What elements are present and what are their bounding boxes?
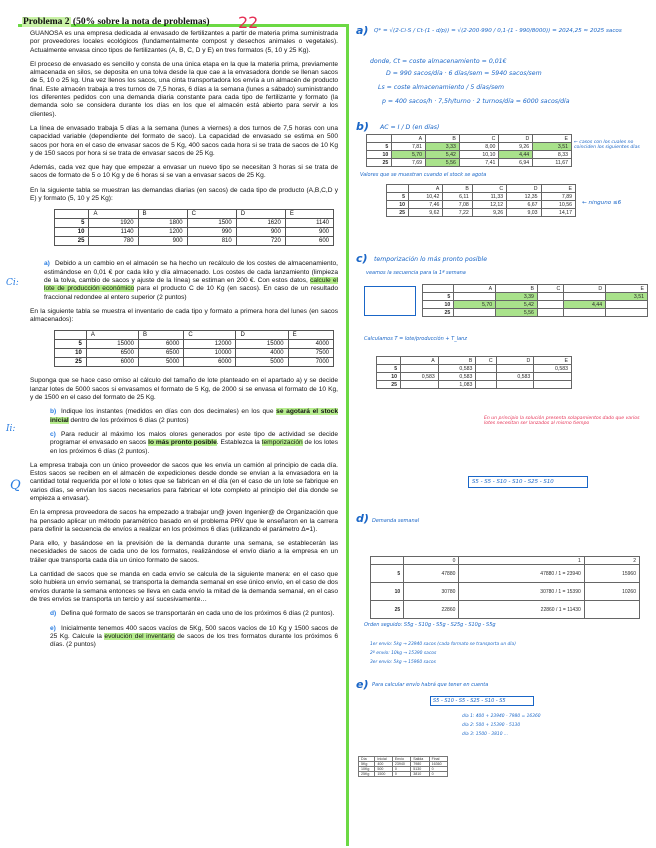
table-cell: 10,56 xyxy=(541,201,575,209)
table-header: 1 xyxy=(459,557,584,565)
table-cell: 7980 xyxy=(411,762,429,767)
table-cell xyxy=(496,365,534,373)
table-row xyxy=(55,228,334,237)
table-header xyxy=(371,557,404,565)
table-cell: 600 xyxy=(285,237,333,246)
table-cell: 47880 xyxy=(404,565,459,583)
table-cell: 1620 xyxy=(236,219,285,228)
answer-b-note: ← casos con los cuales no coinciden los siguientes días xyxy=(574,140,640,150)
answer-e-label: e) xyxy=(356,678,369,691)
table-header: C xyxy=(184,331,236,340)
answer-d-table xyxy=(370,556,640,619)
table-cell: 1140 xyxy=(285,219,333,228)
table-cell: 5,42 xyxy=(496,301,538,309)
table-cell: 5 xyxy=(387,193,409,201)
answer-a-note-4: p = 400 sacos/h · 7,5h/turno · 2 turnos/día = 6000 sacos/día xyxy=(382,98,570,105)
table-cell: 0,583 xyxy=(438,365,476,373)
table-header xyxy=(423,285,454,293)
answer-c-table-1 xyxy=(386,184,576,217)
table-cell xyxy=(454,309,496,317)
table-cell: 1500 xyxy=(375,772,392,777)
problem-title xyxy=(22,17,210,27)
table-header: B xyxy=(443,185,472,193)
table-cell: 7500 xyxy=(288,349,333,358)
table-cell: 1800 xyxy=(138,219,187,228)
table-cell xyxy=(476,381,496,389)
table-cell: 25 xyxy=(55,237,89,246)
table-header: E xyxy=(606,285,648,293)
table-cell: 12000 xyxy=(184,340,236,349)
table-cell: 0,583 xyxy=(438,373,476,381)
table-header: Final xyxy=(429,757,447,762)
table-header: B xyxy=(438,357,476,365)
table-cell: 6,94 xyxy=(499,159,533,167)
table-cell: 900 xyxy=(138,237,187,246)
transport-paragraph-3: Para ello, y basándose en la previsión de la demanda durante una semana, se establecerán las necesidades de sacos de cada uno de los formatos, realizándose el envío diario a la empresa en un tráiler que transporta cada día un único formato de sacos. xyxy=(30,540,338,564)
table-cell: 10,10 xyxy=(459,151,499,159)
table-cell: 5,56 xyxy=(426,159,460,167)
question-b-highlight: se agotará el stock inicial xyxy=(50,408,338,424)
table-header: B xyxy=(138,331,183,340)
table-cell: 5 xyxy=(423,293,454,301)
answer-b-note-2: Valores que se muestran cuando el stock se agota xyxy=(360,172,487,178)
table-cell: 7,22 xyxy=(443,209,472,217)
table-cell: 10000 xyxy=(184,349,236,358)
table-cell: 23940 xyxy=(392,762,410,767)
margin-mark-ci: Ci: xyxy=(6,278,19,288)
table-row xyxy=(423,309,648,317)
table-header: C xyxy=(476,357,496,365)
table-cell: 25 xyxy=(367,159,392,167)
green-border-right xyxy=(346,24,349,846)
table-header: Inicial xyxy=(375,757,392,762)
table-cell: 9,26 xyxy=(499,143,533,151)
question-e xyxy=(50,625,338,650)
table-cell: 8,00 xyxy=(459,143,499,151)
table-header xyxy=(377,357,401,365)
table-cell: 5000 xyxy=(236,358,288,367)
table-cell: 7,69 xyxy=(392,159,426,167)
table-row xyxy=(423,293,648,301)
table-cell: 7,41 xyxy=(459,159,499,167)
question-a xyxy=(44,260,338,301)
table-cell: 1200 xyxy=(138,228,187,237)
question-a-marker: a) xyxy=(44,260,50,268)
table-cell: 6000 xyxy=(86,358,138,367)
table-cell xyxy=(537,301,563,309)
table-row xyxy=(55,331,334,340)
question-c-marker: c) xyxy=(50,430,56,438)
answer-c-label: c) xyxy=(356,252,368,265)
table-cell: 6000 xyxy=(184,358,236,367)
table-row xyxy=(387,193,576,201)
answer-e-text: Para calcular envío habrá que tener en cuenta xyxy=(372,682,489,688)
question-e-text: Inicialmente tenemos 400 sacos vacíos de 5Kg, 500 sacos vacíos de 10 Kg y 1500 sacos de 25 Kg. Calcule la xyxy=(50,624,338,640)
table-cell: 1140 xyxy=(89,228,138,237)
question-d xyxy=(50,610,338,618)
answer-d-text: Demanda semanal xyxy=(372,518,420,524)
table-cell: 10 xyxy=(55,228,89,237)
table-cell xyxy=(496,381,534,389)
table-cell: 1500 xyxy=(187,219,236,228)
question-e-marker: e) xyxy=(50,624,56,632)
table-cell: 30780 / 1 = 15390 xyxy=(459,583,584,601)
table-cell: 10 xyxy=(367,151,392,159)
table-cell: 10,42 xyxy=(408,193,442,201)
table-cell: 5 xyxy=(377,365,401,373)
table-cell: 3,39 xyxy=(496,293,538,301)
table-cell: 0,583 xyxy=(401,373,439,381)
table-cell: 5130 xyxy=(411,767,429,772)
transport-paragraph-4: La cantidad de sacos que se manda en cada envío se calcula de la siguiente manera: en el caso que solo hubiera un envío semanal, se transporta la demanda semanal en ese único envío, en el caso de dos envíos durante la semana entonces se lleva en cada envío la mitad de la demanda semanal, en el caso de tres envíos se transporta un tercio y así sucesivamente… xyxy=(30,571,338,603)
table-row xyxy=(367,151,572,159)
question-c-highlight-2: temporización xyxy=(261,439,303,447)
table-row xyxy=(377,365,572,373)
table-cell: 7000 xyxy=(288,358,333,367)
table-row xyxy=(367,159,572,167)
answer-d-note-2: 2º envío: 10kg → 15390 sacos xyxy=(370,651,437,656)
answer-a-note-3: Ls = coste almacenamiento / 5 días/sem xyxy=(378,84,505,91)
table-header xyxy=(387,185,409,193)
table-cell: 47880 / 1 = 23940 xyxy=(459,565,584,583)
table-cell: 22860 / 1 = 11430 xyxy=(459,601,584,619)
table-cell: 10260 xyxy=(584,583,639,601)
table-cell: 12,35 xyxy=(507,193,541,201)
table-row xyxy=(371,601,640,619)
answer-b-formula: AC = I / D (en días) xyxy=(380,124,440,131)
table-header xyxy=(55,210,89,219)
table-row xyxy=(423,285,648,293)
table-header xyxy=(367,135,392,143)
answer-a-note-1: donde, Ct = coste almacenamiento = 0,01€ xyxy=(370,58,507,65)
table-header: A xyxy=(454,285,496,293)
table-row xyxy=(371,565,640,583)
table-header: Salida xyxy=(411,757,429,762)
question-c-text-end: de los lotes en los próximos 6 días (2 puntos). xyxy=(50,439,338,455)
answer-c-title: temporización lo más pronto posible xyxy=(374,256,488,263)
answer-e-sequence: S5 - S10 - S5 - S25 - S10 - S5 xyxy=(433,698,506,704)
transport-paragraph-2: En la empresa proveedora de sacos ha empezado a trabajar un@ joven Ingenier@ de Organización que ha pensado aplicar un método paramétrico basado en el problema PRV que le enseñaron en la carrera para definir la secuencia de envíos a realizar en los próximos 6 días (utilizando el parámetro Δ=1). xyxy=(30,509,338,533)
table-cell: 9,26 xyxy=(472,209,506,217)
table-cell: 10Kg xyxy=(359,767,375,772)
table-cell: 6,11 xyxy=(443,193,472,201)
table-cell: 6000 xyxy=(138,340,183,349)
table-header: A xyxy=(86,331,138,340)
answer-d-note-3: 3er envío: 5kg → 15960 sacos xyxy=(370,660,436,665)
table-cell: 5,70 xyxy=(454,301,496,309)
table-cell xyxy=(401,365,439,373)
intro-paragraph-4: Además, cada vez que hay que empezar a envasar un nuevo tipo se necesitan 3 horas si se trata de sacos de formato de 5 o 10 Kg y de 6 horas si se van a envasar sacos de 25 Kg. xyxy=(30,164,338,180)
answer-a-note-2: D = 990 sacos/día · 6 días/sem = 5940 sacos/sem xyxy=(386,70,542,77)
answer-c-table-2 xyxy=(422,284,648,317)
table-cell: 7,46 xyxy=(408,201,442,209)
table-cell: 1920 xyxy=(89,219,138,228)
table-cell: 990 xyxy=(187,228,236,237)
table-cell: 6500 xyxy=(86,349,138,358)
table-cell: 5 xyxy=(371,565,404,583)
table-cell xyxy=(476,373,496,381)
table-row xyxy=(377,373,572,381)
table-cell: 4,44 xyxy=(564,301,606,309)
table-header: C xyxy=(459,135,499,143)
table-cell: 5 xyxy=(55,340,87,349)
question-c-highlight: lo más pronto posible xyxy=(148,439,217,447)
table-cell xyxy=(584,601,639,619)
table-cell: 900 xyxy=(236,228,285,237)
table-header: D xyxy=(236,210,285,219)
table-cell xyxy=(537,293,563,301)
table-row xyxy=(387,185,576,193)
table-header: A xyxy=(401,357,439,365)
table-cell: 10 xyxy=(423,301,454,309)
table-header: D xyxy=(236,331,288,340)
table-cell: 9,03 xyxy=(507,209,541,217)
answer-e-note-2: día 2: 500 + 15390 - 5130 xyxy=(462,723,521,728)
table-cell: 16360 xyxy=(429,762,447,767)
table-cell: 10 xyxy=(377,373,401,381)
answer-c-red-note: En un principio la solución presenta solapamientos dado que varios lotes necesitan ser lanzados al mismo tiempo xyxy=(484,416,640,426)
table-header: C xyxy=(472,185,506,193)
table-row xyxy=(367,143,572,151)
table-cell: 0,583 xyxy=(534,365,572,373)
table-cell: 400 xyxy=(375,762,392,767)
intro-paragraph-2: El proceso de envasado es sencillo y consta de una única etapa en la que la materia prima, previamente almacenada en silos, se deposita en una tolva desde la que cae a la envasadora donde se llenan sacos de 5, 10 o 25 kg. Una vez llenos los sacos, una cinta transportadora los envía a un almacén de producto final. Este almacén trabaja a tres turnos de 7,5 horas, 6 días a la semana (lunes a sábado) suministrando los diferentes pedidos con una demanda diaria constante para cada tipo de fertilizante y formato (la demanda solo se considera durante los días en los que el almacén está abierto para servir a los clientes). xyxy=(30,60,338,118)
answer-d-sequence: S5 - S5 - S10 - S10 - S25 - S10 xyxy=(472,479,554,485)
table-header: C xyxy=(537,285,563,293)
table-cell: 4,44 xyxy=(499,151,533,159)
table-row xyxy=(371,583,640,601)
handwritten-solution xyxy=(352,18,652,844)
answer-b-table xyxy=(366,134,572,167)
answer-a-label: a) xyxy=(356,24,369,37)
table-header: B xyxy=(426,135,460,143)
table-row xyxy=(55,340,334,349)
table-header: 0 xyxy=(404,557,459,565)
table-cell: 3,51 xyxy=(533,143,572,151)
answer-c-box xyxy=(364,286,416,316)
table-header: Envío xyxy=(392,757,410,762)
table-row xyxy=(55,237,334,246)
question-b-text-end: dentro de los próximos 6 días (2 puntos) xyxy=(68,416,189,424)
table-cell xyxy=(537,309,563,317)
answer-c-table-3 xyxy=(376,356,572,389)
table-header: E xyxy=(541,185,575,193)
table-cell: 0 xyxy=(392,772,410,777)
answer-a-formula: Q* = √(2·Ci·S / Ct·(1 - d/p)) = √(2·200·990 / 0,1·(1 - 990/8000)) = 2024,25 ≈ 2025 sacos xyxy=(374,28,622,34)
table-cell: 7,08 xyxy=(443,201,472,209)
answer-b-label: b) xyxy=(356,120,369,133)
table-cell: 25 xyxy=(371,601,404,619)
table-cell xyxy=(534,373,572,381)
table-row xyxy=(55,358,334,367)
table-header: A xyxy=(408,185,442,193)
table-row xyxy=(359,772,448,777)
table-cell: 5,56 xyxy=(496,309,538,317)
table-cell: 1,083 xyxy=(438,381,476,389)
table-cell: 25Kg xyxy=(359,772,375,777)
intro-paragraph-5: En la siguiente tabla se muestran las demandas diarias (en sacos) de cada tipo de producto (A,B,C,D y E) y formato (5, 10 y 25 Kg): xyxy=(30,186,338,203)
table-row xyxy=(423,301,648,309)
answer-d-order: Orden seguido: S5g - S10g - S5g - S25g - S10g - S5g xyxy=(364,622,496,628)
table-row xyxy=(377,357,572,365)
table-cell xyxy=(606,309,648,317)
table-header: C xyxy=(187,210,236,219)
table-cell: 720 xyxy=(236,237,285,246)
table-cell: 4000 xyxy=(288,340,333,349)
table-header: A xyxy=(392,135,426,143)
table-cell: 30780 xyxy=(404,583,459,601)
table-cell: 3,33 xyxy=(426,143,460,151)
table-cell: 7,81 xyxy=(392,143,426,151)
table-cell: 6500 xyxy=(138,349,183,358)
question-c-text: Para reducir al máximo los malos olores generados por este tipo de actividad se decide programar el envasado en sacos xyxy=(50,430,338,447)
table-cell: 4000 xyxy=(236,349,288,358)
question-e-text-end: de sacos de los tres formatos durante los próximos 6 días. (2 puntos) xyxy=(50,632,338,649)
table-cell: 900 xyxy=(285,228,333,237)
table-row xyxy=(377,381,572,389)
question-d-text: Defina qué formato de sacos se transportarán en cada uno de los próximos 6 días (2 puntos). xyxy=(61,610,335,618)
table-header: D xyxy=(564,285,606,293)
inventory-table xyxy=(54,330,334,367)
table-cell: 25 xyxy=(423,309,454,317)
question-b-marker: b) xyxy=(50,408,57,416)
question-a-text-end: para el producto C de 10 Kg (en sacos). En caso de un resultado fraccional redondee al entero superior (2 puntos) xyxy=(44,285,338,301)
table-header: D xyxy=(496,357,534,365)
transport-paragraph-1: La empresa trabaja con un único proveedor de sacos que les envía un camión al principio de cada día. Estos sacos se reciben en el almacén de expediciones desde donde se envían a la envasadora en la cantidad total requerida por el lote o lotes que se fabrican en el día (en el caso de un lote se fabrique en varios días, se envían los sacos necesarios para fabricar el lote completo al principio del día donde se empieza a envasar). xyxy=(30,461,338,502)
question-d-marker: d) xyxy=(50,610,57,618)
table-cell: 8,33 xyxy=(533,151,572,159)
table-cell: 10 xyxy=(387,201,409,209)
table-cell: 15000 xyxy=(86,340,138,349)
table-cell: 3810 xyxy=(411,772,429,777)
table-header xyxy=(55,331,87,340)
table-cell xyxy=(454,293,496,301)
table-cell: 6,67 xyxy=(507,201,541,209)
table-cell: 22860 xyxy=(404,601,459,619)
table-row xyxy=(55,219,334,228)
answer-c-note: ← ninguno ≤6 xyxy=(582,200,622,206)
table-row xyxy=(387,201,576,209)
question-c xyxy=(50,431,338,456)
question-a-text: Debido a un cambio en el almacén se ha hecho un recálculo de los costes de almacenamiento, estimándose en 0,01 € por cada kilo y día almacenado. Los costes de cada lanzamiento (limpieza de la tolva, cambio de sacos y ajuste de la línea) se estiman en 200 €. Con estos datos, xyxy=(44,260,338,284)
table-cell: 500 xyxy=(375,767,392,772)
table-header: B xyxy=(496,285,538,293)
table-cell: 0 xyxy=(392,767,410,772)
table-cell: 5,42 xyxy=(426,151,460,159)
question-c-text-mid: . Establezca la xyxy=(216,439,262,447)
table-cell xyxy=(564,293,606,301)
table-cell: 10 xyxy=(371,583,404,601)
inventory-intro: En la siguiente tabla se muestra el inventario de cada tipo y formato a primera hora del lunes (en sacos almacenados): xyxy=(30,307,338,324)
table-cell: 14,17 xyxy=(541,209,575,217)
table-cell: 25 xyxy=(55,358,87,367)
table-cell: 5Kg xyxy=(359,762,375,767)
table-cell: 9,62 xyxy=(408,209,442,217)
table-header: D xyxy=(499,135,533,143)
table-cell: 5 xyxy=(55,219,89,228)
table-row xyxy=(367,135,572,143)
table-cell: 810 xyxy=(187,237,236,246)
table-cell: 5 xyxy=(367,143,392,151)
intro-paragraph-1: GUANOSA es una empresa dedicada al envasado de fertilizantes a partir de materia prima suministrada por proveedores locales ecológicos (fundamentalmente compost y desechos animales o vegetales). Actualmente envasa cinco tipos de fertilizantes (A, B, C, D y E) en tres formatos (5, 10 y 25 Kg). xyxy=(30,30,338,54)
table-row xyxy=(55,349,334,358)
table-header: Día xyxy=(359,757,375,762)
question-a-highlight: calcule el lote de producción económico xyxy=(44,276,338,293)
table-cell: 780 xyxy=(89,237,138,246)
problem-title-suffix: (50% sobre la nota de problemas) xyxy=(72,17,210,27)
table-header: A xyxy=(89,210,138,219)
table-row xyxy=(55,210,334,219)
table-row xyxy=(387,209,576,217)
table-cell: 7,89 xyxy=(541,193,575,201)
table-cell: 0 xyxy=(429,772,447,777)
question-b-text: Indique los instantes (medidos en días con dos decimales) en los que xyxy=(61,408,277,416)
table-cell: 12,12 xyxy=(472,201,506,209)
margin-mark-ii: Ii: xyxy=(6,424,16,434)
table-header: E xyxy=(534,357,572,365)
answer-d-label: d) xyxy=(356,512,369,525)
question-b xyxy=(50,408,338,425)
answer-e-day-table xyxy=(358,756,448,777)
table-cell: 11,67 xyxy=(533,159,572,167)
table-header: B xyxy=(138,210,187,219)
table-header: E xyxy=(288,331,333,340)
table-cell: 25 xyxy=(387,209,409,217)
answer-d-note-1: 1er envío: 5kg → 23940 sacos (cada formato se transporta un día) xyxy=(370,642,516,647)
table-cell xyxy=(534,381,572,389)
table-header: 2 xyxy=(584,557,639,565)
table-header: D xyxy=(507,185,541,193)
table-header: E xyxy=(285,210,333,219)
problem-title-label: Problema 2 xyxy=(23,17,70,27)
table-cell: 11,33 xyxy=(472,193,506,201)
table-cell: 10 xyxy=(55,349,87,358)
table-header: E xyxy=(533,135,572,143)
answer-e-note-3: día 3: 1500 - 3810 ... xyxy=(462,732,509,737)
table-cell: 3,51 xyxy=(606,293,648,301)
table-cell: 0,583 xyxy=(496,373,534,381)
table-row xyxy=(371,557,640,565)
problem-statement xyxy=(6,30,338,848)
table-cell: 5000 xyxy=(138,358,183,367)
table-cell xyxy=(401,381,439,389)
table-cell xyxy=(476,365,496,373)
table-cell: 15000 xyxy=(236,340,288,349)
question-e-highlight: evolución del inventario xyxy=(104,632,175,640)
handwritten-score: 22 xyxy=(238,13,259,32)
table-cell xyxy=(606,301,648,309)
answer-c-calc: Calculamos T = lote/producción + T_lanz xyxy=(364,336,467,342)
answer-e-note-1: día 1: 400 + 23940 - 7980 = 16360 xyxy=(462,714,541,719)
table-cell: 0 xyxy=(429,767,447,772)
table-cell: 5,70 xyxy=(392,151,426,159)
demand-table xyxy=(54,209,334,246)
answer-c-subtitle: veamos la secuencia para la 1ª semana xyxy=(366,270,466,276)
table-cell xyxy=(564,309,606,317)
margin-mark-q: Q xyxy=(10,478,21,493)
table-cell: 15960 xyxy=(584,565,639,583)
suppose-paragraph: Suponga que se hace caso omiso al cálculo del tamaño de lote planteado en el apartado a) y se decide lanzar lotes de 5000 sacos si envasamos el formato de 5 Kg, de 2000 si se envasa el formato de 10 Kg, y de 1500 en el caso del formato de 25 Kg. xyxy=(30,377,338,402)
intro-paragraph-3: La línea de envasado trabaja 5 días a la semana (lunes a viernes) a dos turnos de 7,5 horas con una capacidad variable (dependiente del formato de saco). La capacidad de envasado se estima en 500 sacos por hora en el caso de envasar sacos de 5 Kg, 400 sacos cada hora si se trata de sacos de 10 Kg y de 150 sacos por hora si se trata de envasar sacos de 25 Kg. xyxy=(30,124,338,157)
table-cell: 25 xyxy=(377,381,401,389)
